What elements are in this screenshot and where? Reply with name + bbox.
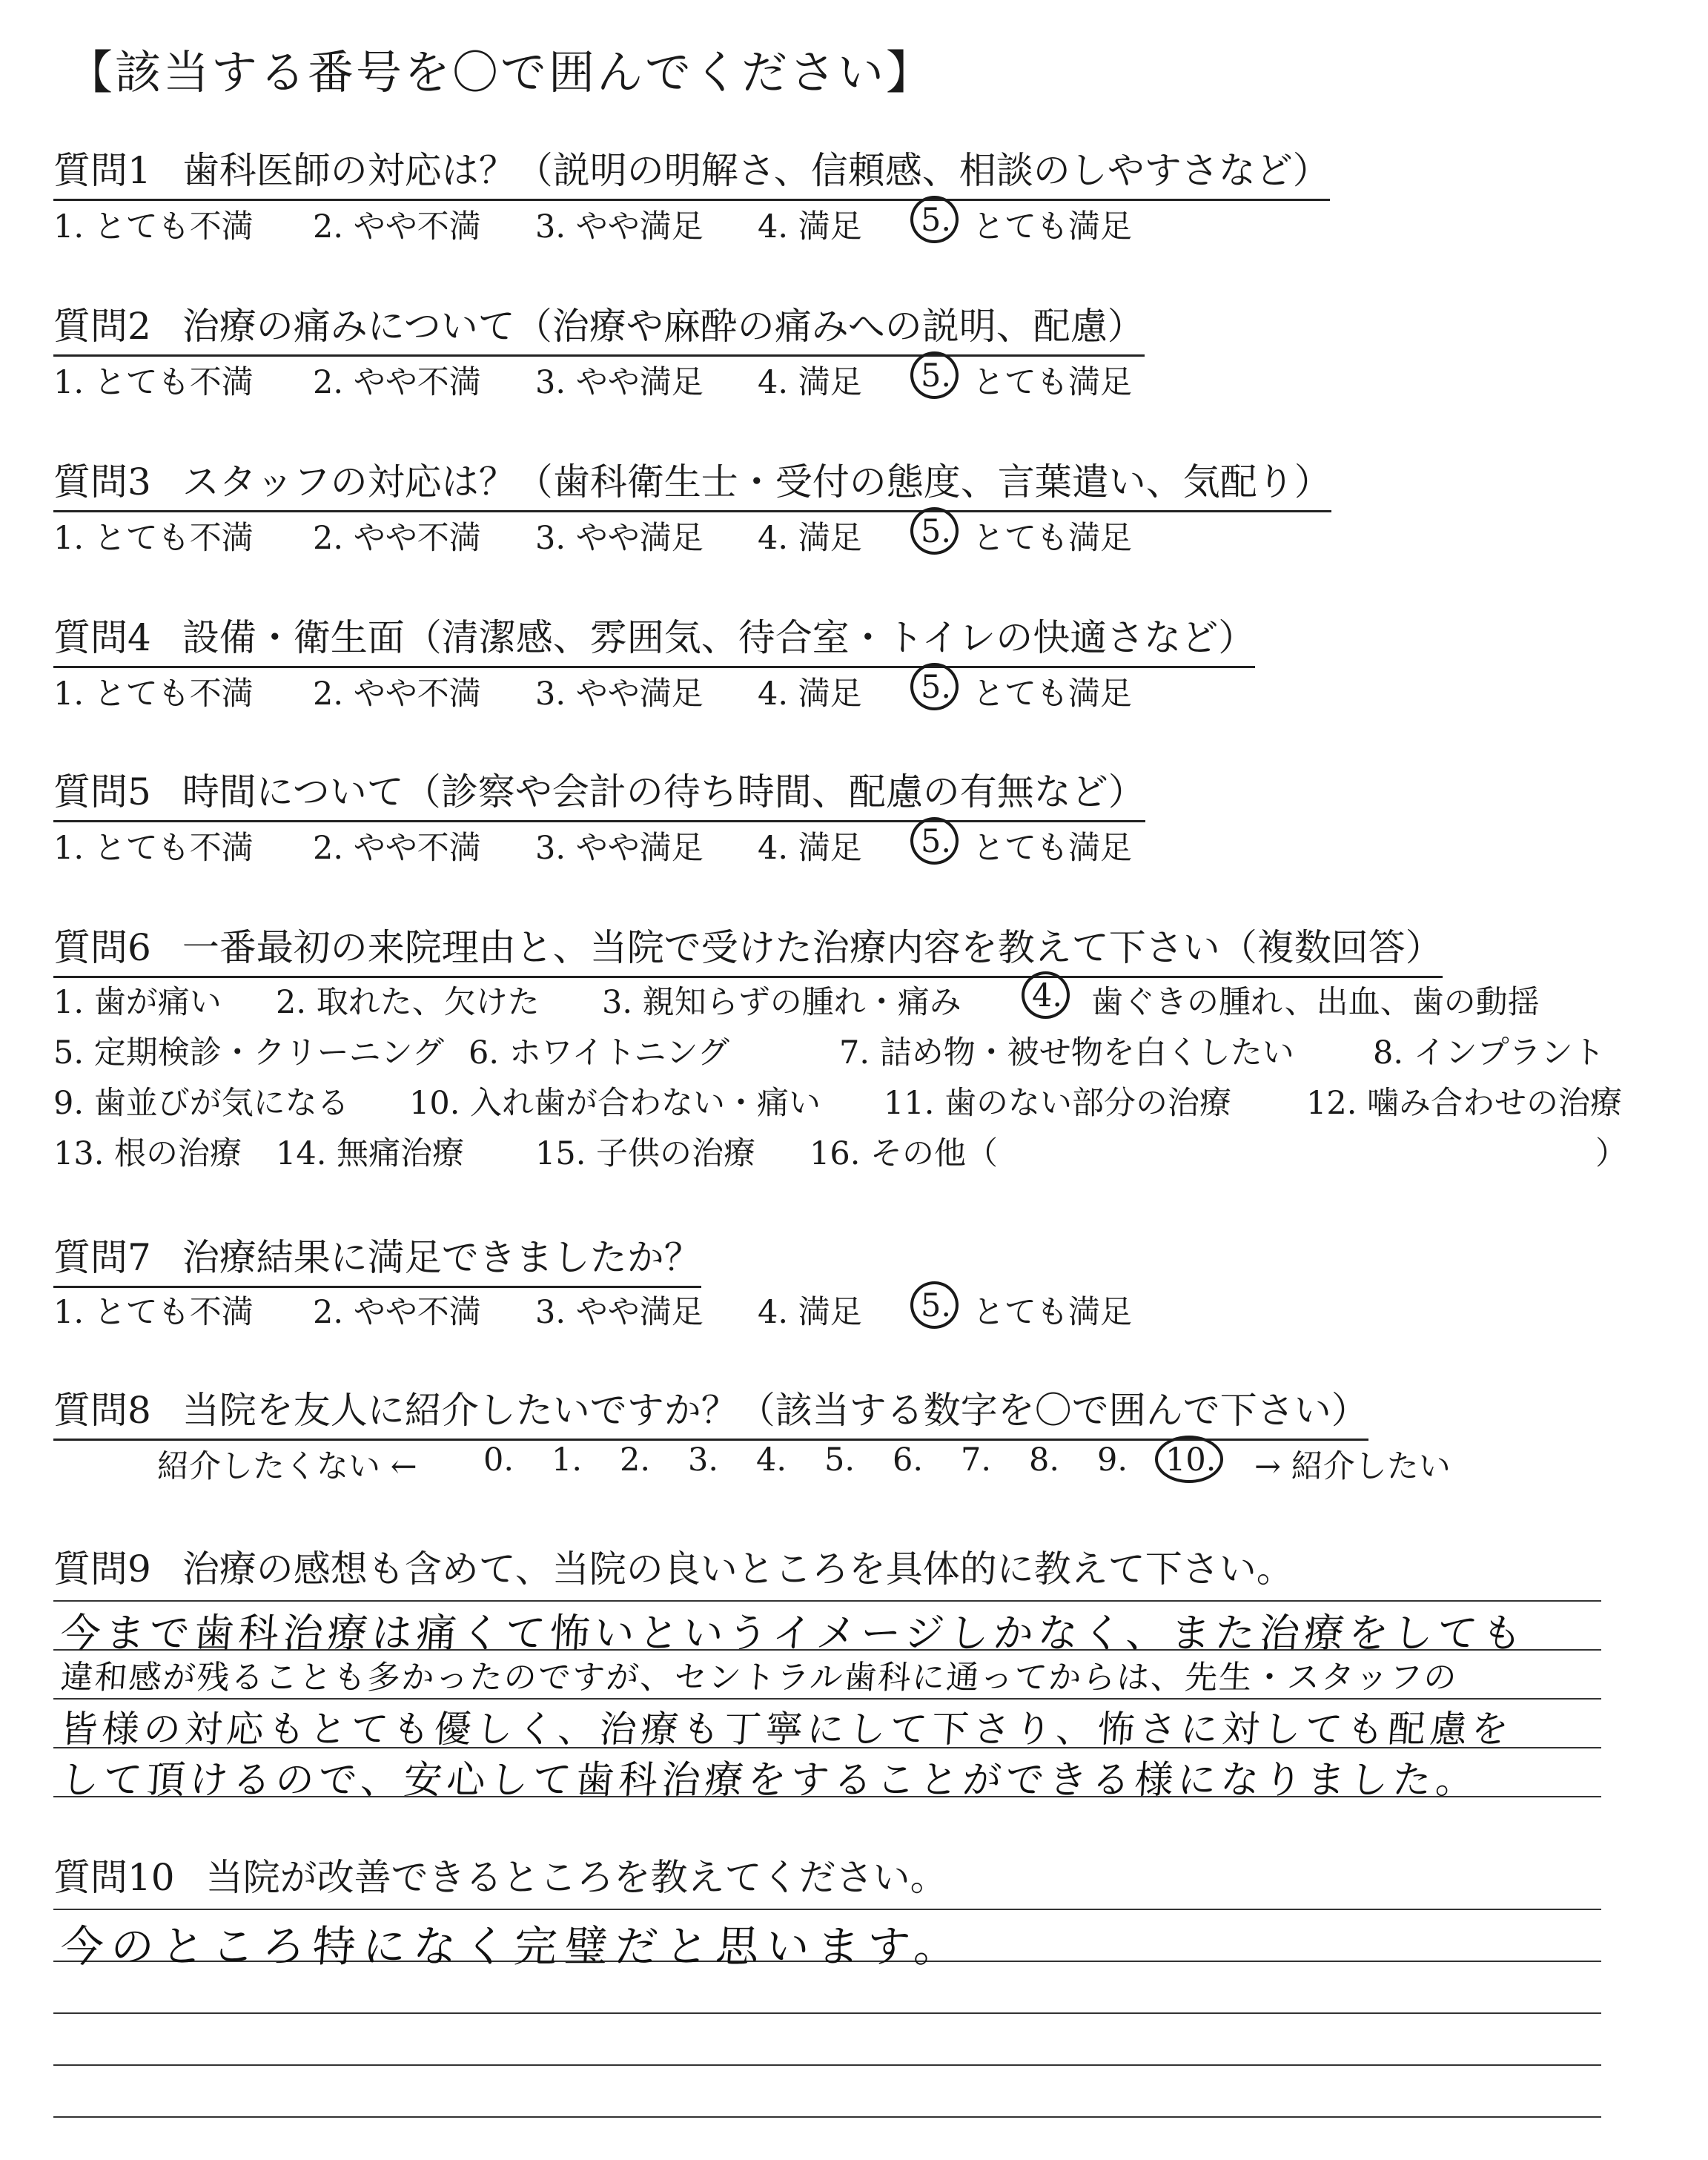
option-4-circled[interactable]: 4.	[1032, 977, 1063, 1014]
option-8[interactable]: 8. インプラント	[1373, 1034, 1605, 1071]
option-2[interactable]: 2. やや不満	[313, 1294, 481, 1331]
question-label: 質問4	[53, 616, 151, 659]
question-6-options-row-1	[53, 977, 1669, 1022]
option-7[interactable]: 7. 詰め物・被せ物を白くしたい	[839, 1034, 1294, 1071]
question-text: 設備・衛生面（清潔感、雰囲気、待合室・トイレの快適さなど）	[182, 616, 1256, 659]
option-3[interactable]: 3. やや満足	[535, 208, 704, 245]
question-label: 質問1	[53, 149, 151, 192]
option-5-label: とても満足	[973, 1294, 1132, 1331]
question-10-title	[53, 1848, 947, 1906]
option-1[interactable]: 1. とても不満	[53, 520, 254, 557]
question-2-options	[53, 357, 1239, 402]
option-1[interactable]: 1. とても不満	[53, 364, 254, 401]
option-4[interactable]: 4. 満足	[758, 364, 862, 401]
question-6-options-row-4	[53, 1129, 1669, 1173]
answer-line	[53, 1909, 1601, 1910]
option-1[interactable]: 1. とても不満	[53, 1294, 254, 1331]
question-label: 質問8	[53, 1389, 151, 1432]
option-5-circled[interactable]: 5.	[921, 513, 952, 550]
option-2[interactable]: 2. やや不満	[313, 364, 481, 401]
option-5-circled[interactable]: 5.	[921, 202, 952, 239]
option-5-label: とても満足	[973, 520, 1132, 557]
question-5-title	[53, 762, 1145, 822]
scale-2[interactable]: 2.	[620, 1441, 651, 1479]
question-3-title	[53, 452, 1331, 512]
option-3[interactable]: 3. やや満足	[535, 676, 704, 713]
other-close-paren: ）	[1595, 1135, 1627, 1172]
option-3[interactable]: 3. やや満足	[535, 830, 704, 867]
option-4[interactable]: 4. 満足	[758, 1294, 862, 1331]
option-10[interactable]: 10. 入れ歯が合わない・痛い	[409, 1085, 821, 1122]
question-text: 当院が改善できるところを教えてください。	[205, 1856, 947, 1899]
question-2-title	[53, 297, 1145, 357]
option-4[interactable]: 4. 満足	[758, 676, 862, 713]
scale-9[interactable]: 9.	[1097, 1441, 1128, 1479]
answer-line	[53, 2064, 1601, 2066]
question-text: 治療の感想も含めて、当院の良いところを具体的に教えて下さい。	[182, 1548, 1294, 1591]
option-5-circled[interactable]: 5.	[921, 669, 952, 706]
option-1[interactable]: 1. とても不満	[53, 830, 254, 867]
handwritten-answer-line: 違和感が残ることも多かったのですが、セントラル歯科に通ってからは、先生・スタッフの	[59, 1659, 1460, 1697]
option-2[interactable]: 2. やや不満	[313, 520, 481, 557]
option-3[interactable]: 3. やや満足	[535, 364, 704, 401]
option-4[interactable]: 4. 満足	[758, 830, 862, 867]
option-6[interactable]: 6. ホワイトニング	[469, 1034, 729, 1071]
question-label: 質問5	[53, 770, 151, 813]
option-5-label: とても満足	[973, 830, 1132, 867]
option-13[interactable]: 13. 根の治療	[53, 1135, 242, 1172]
option-5-circled[interactable]: 5.	[921, 1287, 952, 1324]
option-2[interactable]: 2. やや不満	[313, 676, 481, 713]
option-1[interactable]: 1. とても不満	[53, 676, 254, 713]
option-3[interactable]: 3. やや満足	[535, 520, 704, 557]
scale-7[interactable]: 7.	[961, 1441, 992, 1479]
scale-6[interactable]: 6.	[893, 1441, 924, 1479]
option-1[interactable]: 1. 歯が痛い	[53, 984, 222, 1021]
scale-right-label: → 紹介したい	[1254, 1448, 1451, 1485]
scale-1[interactable]: 1.	[552, 1441, 583, 1479]
option-15[interactable]: 15. 子供の治療	[535, 1135, 756, 1172]
question-text: 歯科医師の対応は？（説明の明解さ、信頼感、相談のしやすさなど）	[182, 149, 1330, 192]
option-5-circled[interactable]: 5.	[921, 357, 952, 394]
answer-line	[53, 2012, 1601, 2014]
option-4[interactable]: 4. 満足	[758, 208, 862, 245]
question-1-options	[53, 202, 1239, 246]
question-label: 質問2	[53, 305, 151, 348]
question-label: 質問7	[53, 1236, 151, 1279]
question-7-title	[53, 1228, 701, 1288]
question-label: 質問9	[53, 1548, 151, 1591]
handwritten-answer-line: 今まで歯科治療は痛くて怖いというイメージしかなく、また治療をしても	[59, 1610, 1529, 1657]
question-8-scale	[53, 1441, 1610, 1486]
question-8-title	[53, 1381, 1368, 1441]
form-header: 【該当する番号を〇で囲んでください】	[67, 45, 935, 99]
question-6-options-row-3	[53, 1078, 1669, 1123]
option-4[interactable]: 4. 満足	[758, 520, 862, 557]
question-text: 当院を友人に紹介したいですか？（該当する数字を〇で囲んで下さい）	[182, 1389, 1368, 1432]
option-4-label: 歯ぐきの腫れ、出血、歯の動揺	[1091, 984, 1540, 1021]
question-text: 一番最初の来院理由と、当院で受けた治療内容を教えて下さい（複数回答）	[182, 926, 1443, 969]
question-7-options	[53, 1287, 1239, 1332]
question-text: 時間について（診察や会計の待ち時間、配慮の有無など）	[182, 770, 1145, 813]
option-16[interactable]: 16. その他（	[810, 1135, 999, 1172]
question-text: 治療の痛みについて（治療や麻酔の痛みへの説明、配慮）	[182, 305, 1145, 348]
option-12[interactable]: 12. 噛み合わせの治療	[1306, 1085, 1623, 1122]
scale-4[interactable]: 4.	[756, 1441, 787, 1479]
handwritten-answer-line: 今のところ特になく完璧だと思います。	[59, 1921, 967, 1972]
scale-8[interactable]: 8.	[1029, 1441, 1060, 1479]
question-4-title	[53, 608, 1255, 668]
option-14[interactable]: 14. 無痛治療	[276, 1135, 465, 1172]
question-5-options	[53, 823, 1239, 868]
question-9-title	[53, 1539, 1294, 1597]
option-5[interactable]: 5. 定期検診・クリーニング	[53, 1034, 444, 1071]
question-6-title	[53, 918, 1443, 978]
handwritten-answer-line: して頂けるので、安心して歯科治療をすることができる様になりました。	[59, 1758, 1480, 1803]
scale-left-label: 紹介したくない ←	[157, 1448, 417, 1485]
option-5-label: とても満足	[973, 676, 1132, 713]
question-3-options	[53, 513, 1239, 558]
handwritten-answer-line: 皆様の対応もとても優しく、治療も丁寧にして下さり、怖さに対しても配慮を	[59, 1708, 1515, 1751]
scale-10-circled[interactable]: 10.	[1165, 1441, 1217, 1479]
scale-3[interactable]: 3.	[688, 1441, 719, 1479]
option-11[interactable]: 11. 歯のない部分の治療	[884, 1085, 1232, 1122]
option-2[interactable]: 2. 取れた、欠けた	[276, 984, 540, 1021]
option-9[interactable]: 9. 歯並びが気になる	[53, 1085, 349, 1122]
option-5-label: とても満足	[973, 364, 1132, 401]
option-1[interactable]: 1. とても不満	[53, 208, 254, 245]
question-text: 治療結果に満足できましたか？	[182, 1236, 701, 1279]
question-text: スタッフの対応は？（歯科衛生士・受付の態度、言葉遣い、気配り）	[182, 460, 1331, 503]
question-6-options-row-2	[53, 1028, 1669, 1072]
option-5-label: とても満足	[973, 208, 1132, 245]
scale-0[interactable]: 0.	[483, 1441, 514, 1479]
question-4-options	[53, 669, 1239, 713]
question-1-title	[53, 141, 1330, 201]
question-label: 質問10	[53, 1856, 175, 1899]
option-3[interactable]: 3. やや満足	[535, 1294, 704, 1331]
question-label: 質問6	[53, 926, 151, 969]
option-2[interactable]: 2. やや不満	[313, 208, 481, 245]
option-3[interactable]: 3. 親知らずの腫れ・痛み	[602, 984, 961, 1021]
answer-line	[53, 2116, 1601, 2118]
option-5-circled[interactable]: 5.	[921, 823, 952, 860]
scale-5[interactable]: 5.	[824, 1441, 855, 1479]
option-2[interactable]: 2. やや不満	[313, 830, 481, 867]
question-label: 質問3	[53, 460, 151, 503]
